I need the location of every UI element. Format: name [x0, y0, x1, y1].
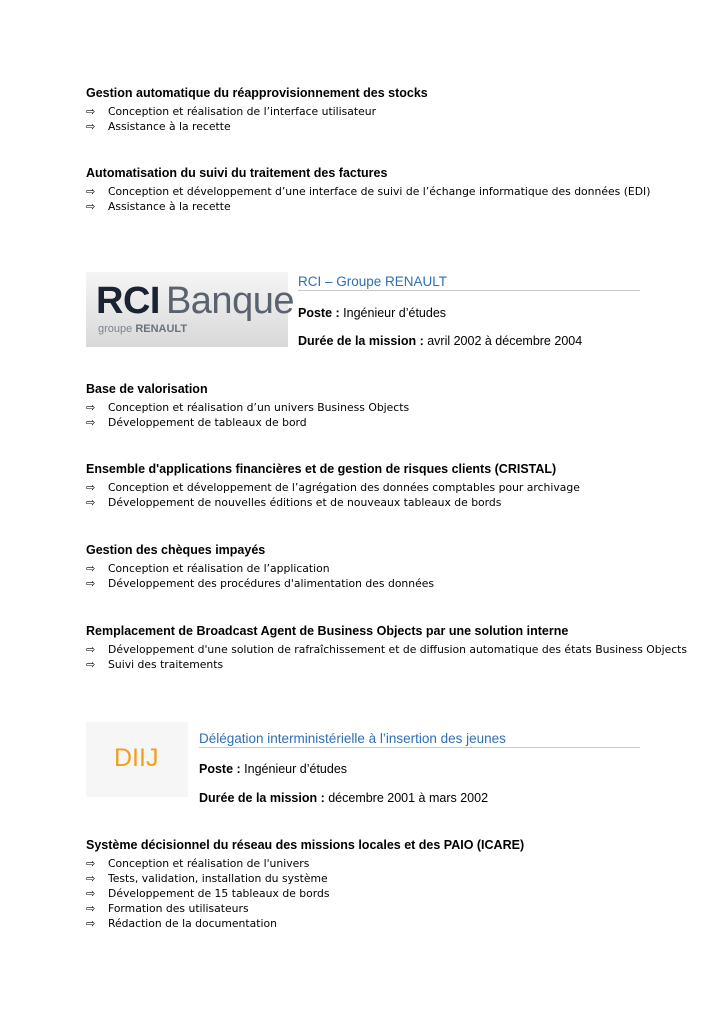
arrow-right-icon: ⇨	[86, 887, 96, 900]
rci-banque-logo: RCI Banque groupe RENAULT	[86, 272, 288, 347]
arrow-right-icon: ⇨	[86, 577, 96, 590]
section-title: Automatisation du suivi du traitement des factures	[86, 166, 388, 180]
divider	[298, 290, 640, 291]
duree-line: Durée de la mission : avril 2002 à décembre 2004	[298, 334, 583, 348]
arrow-right-icon: ⇨	[86, 917, 96, 930]
section-title: Remplacement de Broadcast Agent de Business Objects par une solution interne	[86, 624, 569, 638]
arrow-right-icon: ⇨	[86, 401, 96, 414]
company-name: Délégation interministérielle à l’insertion des jeunes	[199, 731, 506, 746]
section-title: Base de valorisation	[86, 382, 208, 396]
arrow-right-icon: ⇨	[86, 562, 96, 575]
arrow-right-icon: ⇨	[86, 105, 96, 118]
section-title: Ensemble d'applications financières et de gestion de risques clients (CRISTAL)	[86, 462, 557, 476]
arrow-right-icon: ⇨	[86, 872, 96, 885]
divider	[199, 747, 640, 748]
arrow-right-icon: ⇨	[86, 200, 96, 213]
arrow-right-icon: ⇨	[86, 481, 96, 494]
arrow-right-icon: ⇨	[86, 416, 96, 429]
company-name: RCI – Groupe RENAULT	[298, 274, 448, 289]
arrow-right-icon: ⇨	[86, 120, 96, 133]
section-title: Système décisionnel du réseau des missions locales et des PAIO (ICARE)	[86, 838, 525, 852]
duree-line: Durée de la mission : décembre 2001 à mars 2002	[199, 791, 489, 805]
arrow-right-icon: ⇨	[86, 902, 96, 915]
arrow-right-icon: ⇨	[86, 185, 96, 198]
section-title: Gestion automatique du réapprovisionnement des stocks	[86, 86, 428, 100]
diij-logo: DIIJ	[86, 722, 188, 797]
arrow-right-icon: ⇨	[86, 643, 96, 656]
arrow-right-icon: ⇨	[86, 857, 96, 870]
poste-line: Poste : Ingénieur d’études	[199, 762, 348, 776]
arrow-right-icon: ⇨	[86, 658, 96, 671]
section-title: Gestion des chèques impayés	[86, 543, 266, 557]
poste-line: Poste : Ingénieur d’études	[298, 306, 447, 320]
arrow-right-icon: ⇨	[86, 496, 96, 509]
